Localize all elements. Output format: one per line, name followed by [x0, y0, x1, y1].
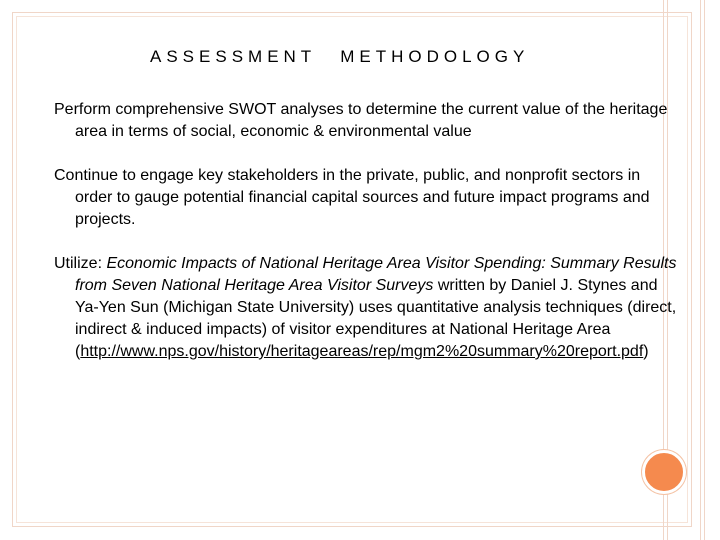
utilize-body: written by Daniel J. Stynes and Ya-Yen Sun (Michigan State University) uses quantitative analysis techniques (direct, indirect & induced impacts) of visitor expenditures at National Heritage Area (	[75, 277, 677, 360]
title-word-assessment: ASSESSMENT	[150, 47, 317, 66]
decorative-rail-line	[700, 0, 701, 540]
utilize-close: )	[643, 343, 649, 360]
slide-title	[150, 47, 529, 67]
publication-title: Economic Impacts of National Heritage Area Visitor Spending: Summary Results from Seven National Heritage Area Visitor Surveys	[75, 255, 677, 294]
accent-circle	[642, 450, 686, 494]
slide-content	[54, 99, 680, 385]
report-link[interactable]: http://www.nps.gov/history/heritageareas/rep/mgm2%20summary%20report.pdf	[80, 343, 644, 360]
paragraph-swot: Perform comprehensive SWOT analyses to determine the current value of the heritage area in terms of social, economic & environmental value	[54, 101, 668, 140]
utilize-lead: Utilize:	[54, 255, 107, 272]
paragraph-stakeholders: Continue to engage key stakeholders in the private, public, and nonprofit sectors in order to gauge potential financial capital sources and future impact programs and projects.	[54, 167, 650, 228]
paragraph-utilize	[54, 253, 680, 363]
title-word-methodology: METHODOLOGY	[340, 47, 530, 66]
decorative-rail-line	[704, 0, 705, 540]
